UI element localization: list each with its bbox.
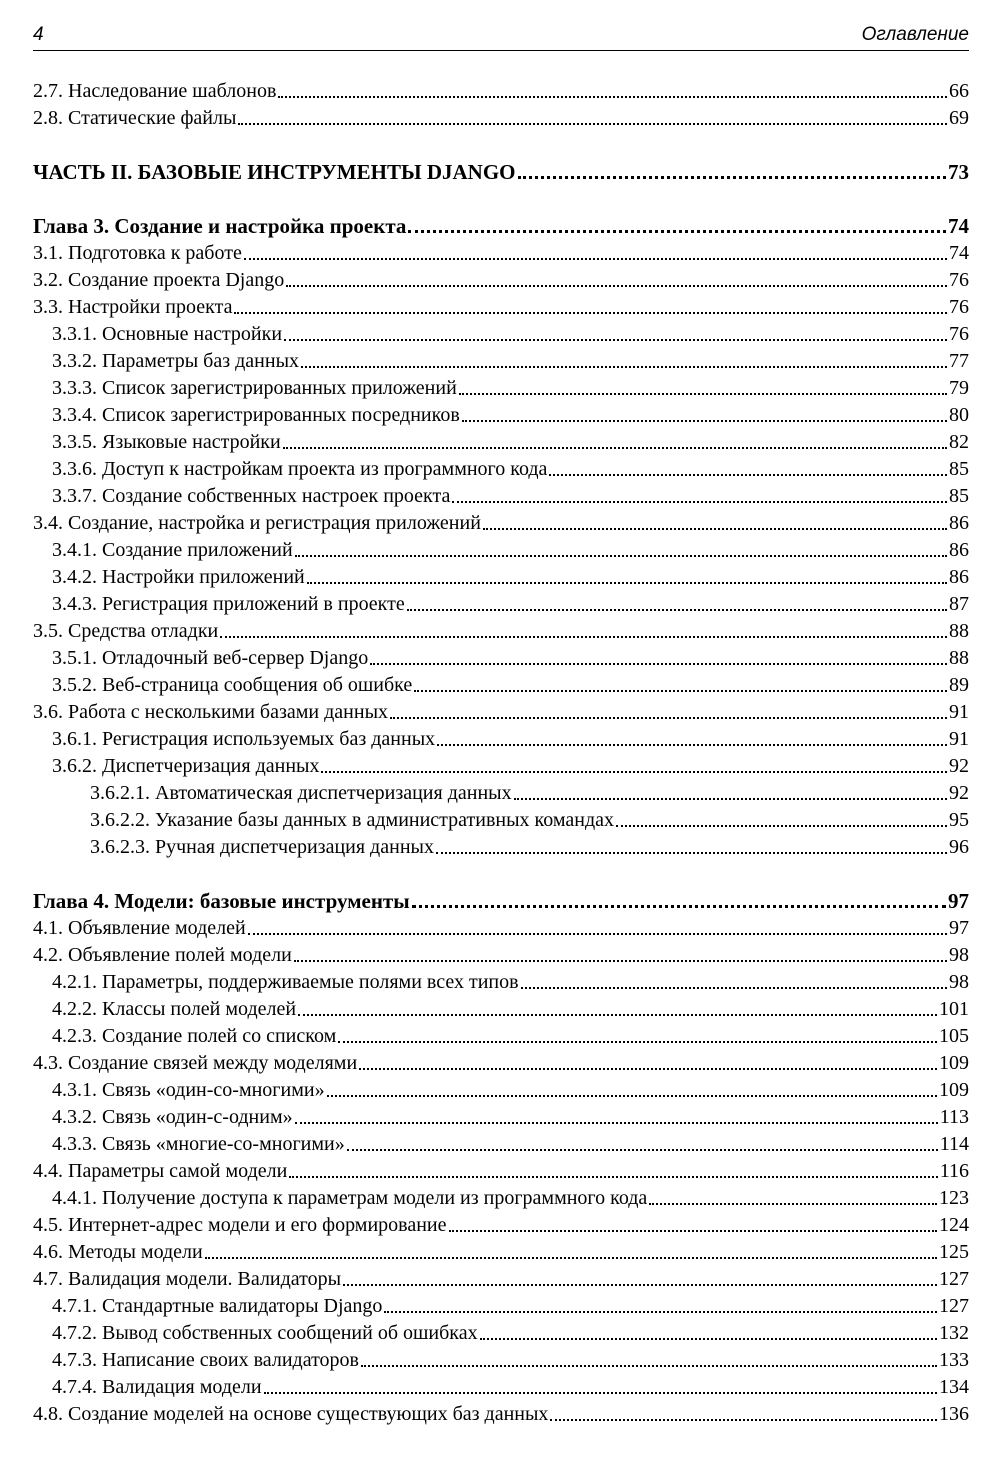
dot-leader (370, 636, 947, 665)
dot-leader (234, 285, 947, 314)
dot-leader (289, 1149, 937, 1178)
dot-leader (205, 1230, 937, 1259)
dot-leader (483, 501, 947, 530)
toc-entry-page: 127 (939, 1268, 969, 1290)
toc-entry-title: 2.8. Статические файлы (33, 105, 238, 132)
toc-heading[interactable] (33, 159, 969, 186)
dot-leader (407, 582, 947, 611)
toc-entry-page: 66 (949, 80, 969, 102)
dot-leader (521, 960, 947, 989)
toc-entry-title: Глава 3. Создание и настройка проекта (33, 214, 407, 238)
dot-leader (286, 258, 947, 287)
toc-entry-page: 82 (949, 431, 969, 453)
toc-entry-page: 109 (939, 1052, 969, 1074)
dot-leader (437, 717, 947, 746)
dot-leader (264, 1365, 937, 1394)
toc-entry-title: 3.3.6. Доступ к настройкам проекта из программного кода (52, 456, 549, 483)
toc-entry-page: 114 (939, 1133, 969, 1155)
toc-entry-page: 98 (949, 944, 969, 966)
toc-entry-title: 3.3. Настройки проекта (33, 294, 234, 321)
toc-entry-page: 86 (949, 512, 969, 534)
toc-entry-title: ЧАСТЬ II. БАЗОВЫЕ ИНСТРУМЕНТЫ DJANGO (33, 160, 516, 184)
toc-entry-title: 4.7.1. Стандартные валидаторы Django (52, 1293, 384, 1320)
toc-entry-page: 98 (949, 971, 969, 993)
toc-entry-title: 4.4.1. Получение доступа к параметрам модели из программного кода (52, 1185, 649, 1212)
toc-entry-title: 4.7.2. Вывод собственных сообщений об ошибках (52, 1320, 480, 1347)
toc-entry-title: 3.4.2. Настройки приложений (52, 564, 307, 591)
dot-leader (343, 1257, 937, 1286)
toc-entry-title: 4.6. Методы модели (33, 1239, 205, 1266)
toc-entry-title: 3.4.1. Создание приложений (52, 537, 295, 564)
toc-entry-page: 136 (939, 1403, 969, 1425)
toc-entry-page: 133 (939, 1349, 969, 1371)
toc-entry-page: 105 (939, 1025, 969, 1047)
dot-leader (514, 771, 947, 800)
toc-entry-title: 4.7. Валидация модели. Валидаторы (33, 1266, 343, 1293)
toc-entry-title: 3.3.7. Создание собственных настроек проекта (52, 483, 452, 510)
dot-leader (359, 1041, 937, 1070)
dot-leader (278, 69, 947, 98)
toc-entry-title: 4.2. Объявление полей модели (33, 942, 294, 969)
toc-entry-title: 3.2. Создание проекта Django (33, 267, 286, 294)
toc-entry-page: 89 (949, 674, 969, 696)
dot-leader (452, 474, 947, 503)
toc-entry-title: 4.8. Создание моделей на основе существующих баз данных (33, 1401, 550, 1428)
toc-entry-title: 4.3. Создание связей между моделями (33, 1050, 359, 1077)
toc-entry-page: 69 (949, 107, 969, 129)
dot-leader (412, 878, 946, 908)
dot-leader (347, 1122, 938, 1151)
toc-entry-title: 4.1. Объявление моделей (33, 915, 248, 942)
dot-leader (518, 149, 947, 179)
dot-leader (436, 825, 947, 854)
toc-entry-page: 88 (949, 647, 969, 669)
toc-entry-page: 95 (949, 809, 969, 831)
toc-entry-title: 4.4. Параметры самой модели (33, 1158, 289, 1185)
toc-entry-page: 127 (939, 1295, 969, 1317)
toc-entry-title: 3.6.2.1. Автоматическая диспетчеризация данных (90, 780, 514, 807)
running-title: Оглавление (861, 24, 969, 45)
dot-leader (649, 1176, 937, 1205)
dot-leader (284, 312, 947, 341)
toc-entry-page: 86 (949, 566, 969, 588)
dot-leader (295, 1095, 938, 1124)
toc-entry-page: 76 (949, 296, 969, 318)
toc-entry-title: 4.2.2. Классы полей моделей (52, 996, 298, 1023)
toc-entry-page: 96 (949, 836, 969, 858)
dot-leader (414, 663, 947, 692)
dot-leader (321, 744, 947, 773)
dot-leader (449, 1203, 937, 1232)
toc-entry-page: 73 (948, 160, 969, 184)
toc-entry-page: 101 (939, 998, 969, 1020)
toc-entry[interactable] (33, 105, 969, 132)
toc-entry-title: 2.7. Наследование шаблонов (33, 78, 278, 105)
toc-entry-title: 4.2.1. Параметры, поддерживаемые полями всех типов (52, 969, 521, 996)
toc-entry[interactable] (33, 1401, 969, 1428)
toc-entry-title: 3.6.2.2. Указание базы данных в административных командах (90, 807, 616, 834)
toc-entry-page: 97 (949, 917, 969, 939)
toc-entry-page: 77 (949, 350, 969, 372)
toc-entry-title: Глава 4. Модели: базовые инструменты (33, 889, 410, 913)
toc-entry-page: 74 (948, 214, 969, 238)
toc-entry-title: 4.2.3. Создание полей со списком (52, 1023, 338, 1050)
dot-leader (361, 1338, 937, 1367)
toc-entry-title: 3.6.1. Регистрация используемых баз данных (52, 726, 437, 753)
dot-leader (294, 933, 947, 962)
running-header (33, 20, 969, 51)
toc-entry-page: 113 (939, 1106, 969, 1128)
toc-entry-title: 3.3.4. Список зарегистрированных посредников (52, 402, 462, 429)
toc-entry-page: 86 (949, 539, 969, 561)
toc-entry-title: 3.1. Подготовка к работе (33, 240, 244, 267)
toc-entry-title: 4.3.1. Связь «один-со-многими» (52, 1077, 327, 1104)
toc-entry-page: 91 (949, 728, 969, 750)
toc-entry-page: 88 (949, 620, 969, 642)
toc-entry-page: 97 (948, 889, 969, 913)
dot-leader (390, 690, 947, 719)
toc-entry-title: 4.5. Интернет-адрес модели и его формирование (33, 1212, 449, 1239)
toc-entry-page: 123 (939, 1187, 969, 1209)
toc-entry-page: 92 (949, 755, 969, 777)
dot-leader (462, 393, 947, 422)
dot-leader (408, 203, 946, 233)
toc-entry-page: 109 (939, 1079, 969, 1101)
toc-entry-title: 3.3.2. Параметры баз данных (52, 348, 301, 375)
toc-entry-page: 85 (949, 485, 969, 507)
table-of-contents (33, 78, 969, 1428)
toc-entry-title: 4.3.3. Связь «многие-со-многими» (52, 1131, 347, 1158)
toc-entry-title: 3.3.3. Список зарегистрированных приложений (52, 375, 459, 402)
dot-leader (550, 1392, 937, 1421)
toc-entry-page: 79 (949, 377, 969, 399)
dot-leader (307, 555, 947, 584)
toc-entry-title: 3.5.2. Веб-страница сообщения об ошибке (52, 672, 414, 699)
toc-entry[interactable] (33, 834, 969, 861)
dot-leader (295, 528, 947, 557)
toc-entry-page: 74 (949, 242, 969, 264)
toc-entry-page: 124 (939, 1214, 969, 1236)
toc-entry-title: 3.5. Средства отладки (33, 618, 220, 645)
page-number: 4 (33, 24, 44, 45)
toc-entry-page: 134 (939, 1376, 969, 1398)
toc-entry-title: 3.4. Создание, настройка и регистрация приложений (33, 510, 483, 537)
dot-leader (283, 420, 947, 449)
toc-entry-page: 132 (939, 1322, 969, 1344)
dot-leader (298, 987, 937, 1016)
toc-entry-title: 4.3.2. Связь «один-с-одним» (52, 1104, 295, 1131)
dot-leader (384, 1284, 937, 1313)
toc-entry-page: 91 (949, 701, 969, 723)
toc-entry-page: 116 (939, 1160, 969, 1182)
toc-entry-title: 3.6.2.3. Ручная диспетчеризация данных (90, 834, 436, 861)
toc-entry-page: 76 (949, 323, 969, 345)
toc-entry-title: 3.3.1. Основные настройки (52, 321, 284, 348)
dot-leader (248, 906, 947, 935)
toc-entry-title: 3.4.3. Регистрация приложений в проекте (52, 591, 407, 618)
dot-leader (616, 798, 947, 827)
dot-leader (338, 1014, 937, 1043)
toc-entry-title: 4.7.4. Валидация модели (52, 1374, 264, 1401)
toc-entry-title: 3.6. Работа с несколькими базами данных (33, 699, 390, 726)
toc-entry-page: 76 (949, 269, 969, 291)
toc-entry-page: 125 (939, 1241, 969, 1263)
toc-entry-title: 3.3.5. Языковые настройки (52, 429, 283, 456)
toc-entry-title: 3.6.2. Диспетчеризация данных (52, 753, 321, 780)
toc-entry-page: 80 (949, 404, 969, 426)
toc-entry-page: 85 (949, 458, 969, 480)
toc-entry-page: 92 (949, 782, 969, 804)
dot-leader (301, 339, 947, 368)
dot-leader (327, 1068, 937, 1097)
dot-leader (480, 1311, 937, 1340)
dot-leader (244, 231, 947, 260)
toc-entry-page: 87 (949, 593, 969, 615)
dot-leader (549, 447, 947, 476)
toc-entry-title: 4.7.3. Написание своих валидаторов (52, 1347, 361, 1374)
dot-leader (238, 96, 947, 125)
dot-leader (220, 609, 947, 638)
toc-entry-title: 3.5.1. Отладочный веб-сервер Django (52, 645, 370, 672)
dot-leader (459, 366, 947, 395)
